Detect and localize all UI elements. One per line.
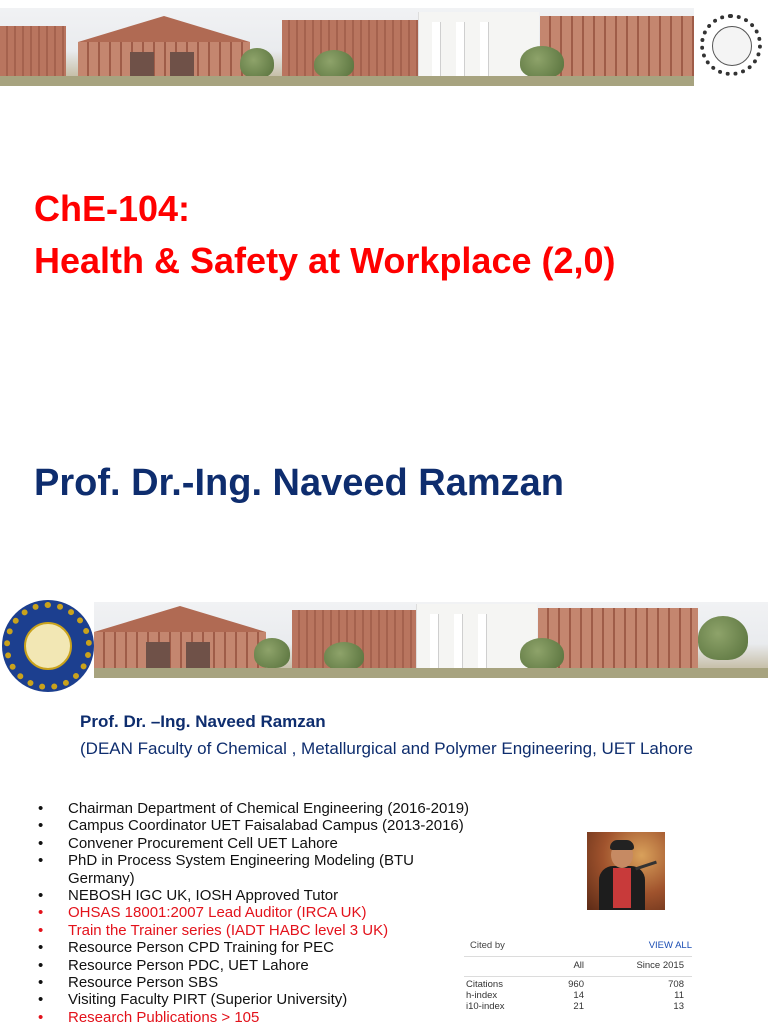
credential-item: • Resource Person CPD Training for PEC <box>14 939 474 956</box>
profile-role: (DEAN Faculty of Chemical , Metallurgical and Polymer Engineering, UET Lahore <box>80 739 693 758</box>
row-all-value: 960 <box>568 979 584 990</box>
credential-item: • Train the Trainer series (IADT HABC level 3 UK) <box>14 922 474 939</box>
credential-item: • Chairman Department of Chemical Engineering (2016-2019) <box>14 800 474 817</box>
cited-by-label: Cited by <box>470 940 505 951</box>
credentials-list <box>14 800 474 1024</box>
hall-door <box>146 642 170 668</box>
tree <box>254 638 290 668</box>
campus-banner-image <box>0 8 694 86</box>
pillar <box>478 614 487 670</box>
hall-roof <box>78 16 250 42</box>
logo-inner-circle <box>712 26 752 66</box>
row-all-value: 21 <box>573 1001 584 1012</box>
credential-item: • OHSAS 18001:2007 Lead Auditor (IRCA UK) <box>14 904 474 921</box>
credential-item: • Convener Procurement Cell UET Lahore <box>14 835 474 852</box>
left-wing-building <box>0 26 66 78</box>
tree <box>314 50 354 78</box>
tree <box>324 642 364 670</box>
row-since-value: 708 <box>668 979 684 990</box>
right-wing-building <box>540 16 694 80</box>
logo-inner-circle <box>24 622 72 670</box>
course-title: Health & Safety at Workplace (2,0) <box>34 240 616 281</box>
university-logo <box>694 8 768 84</box>
campus-banner-image <box>94 602 768 678</box>
column-since: Since 2015 <box>636 960 684 971</box>
row-all-value: 14 <box>573 990 584 1001</box>
presenter-name: Prof. Dr.-Ing. Naveed Ramzan <box>34 462 565 504</box>
tree <box>520 46 564 78</box>
main-hall-building <box>94 632 266 670</box>
professor-photo <box>587 832 665 910</box>
credential-item: • PhD in Process System Engineering Modeling (BTU Germany) <box>14 852 474 887</box>
column-all: All <box>573 960 584 971</box>
tree <box>698 616 748 660</box>
pillar <box>430 614 439 670</box>
course-code: ChE-104: <box>34 188 191 229</box>
hall-door <box>186 642 210 668</box>
credential-item: • Resource Person PDC, UET Lahore <box>14 957 474 974</box>
row-since-value: 13 <box>673 1001 684 1012</box>
lawn <box>0 76 694 86</box>
hall-door <box>130 52 154 78</box>
row-label: h-index <box>466 990 498 1001</box>
credential-item: • Research Publications > 105 <box>14 1009 474 1024</box>
table-row <box>466 1001 692 1012</box>
pillar <box>454 614 463 670</box>
view-all-link[interactable]: VIEW ALL <box>648 940 692 951</box>
table-row <box>466 990 692 1001</box>
pillar <box>480 22 489 80</box>
main-hall-building <box>78 42 250 80</box>
citations-table <box>452 920 700 1020</box>
citations-column-header <box>466 960 692 971</box>
credential-item: • Visiting Faculty PIRT (Superior University) <box>14 991 474 1008</box>
university-logo <box>2 600 94 692</box>
hall-door <box>170 52 194 78</box>
credential-item: • Campus Coordinator UET Faisalabad Campus (2013-2016) <box>14 817 474 834</box>
credential-item: • Resource Person SBS <box>14 974 474 991</box>
tree <box>520 638 564 670</box>
pillar <box>432 22 441 80</box>
profile-name: Prof. Dr. –Ing. Naveed Ramzan <box>80 712 326 731</box>
credential-item: • NEBOSH IGC UK, IOSH Approved Tutor <box>14 887 474 904</box>
divider <box>464 976 692 977</box>
pillar <box>456 22 465 80</box>
divider <box>464 956 692 957</box>
row-since-value: 11 <box>674 990 684 1001</box>
profile-slide <box>0 584 768 1024</box>
row-label: Citations <box>466 979 503 990</box>
table-row <box>466 979 692 990</box>
hall-roof <box>94 606 266 632</box>
lawn <box>94 668 768 678</box>
tree <box>240 48 274 78</box>
row-label: i10-index <box>466 1001 505 1012</box>
